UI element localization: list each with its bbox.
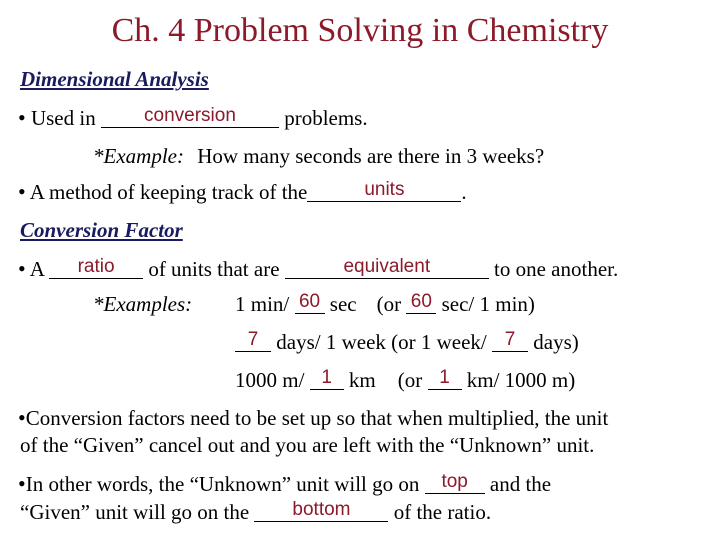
text-conversion-factors: Conversion factors need to be set up so that when multiplied, the unit xyxy=(25,406,609,430)
fill-7b: 7 xyxy=(504,329,516,350)
example-min-sec xyxy=(235,291,535,316)
text-or: (or xyxy=(376,292,407,316)
example-m-km xyxy=(235,367,576,392)
fill-equivalent: equivalent xyxy=(343,256,431,277)
bullet-line-method xyxy=(18,181,467,203)
text-period: . xyxy=(461,180,467,204)
example-line xyxy=(93,146,544,167)
fill-7a: 7 xyxy=(247,329,259,350)
text-to-one-another: to one another. xyxy=(488,257,619,281)
text-used-in: Used in xyxy=(30,106,101,130)
fill-bottom: bottom xyxy=(292,499,351,520)
text-1000m: 1000 m/ xyxy=(235,368,310,392)
text-km: km xyxy=(343,368,376,392)
text-a: A xyxy=(29,257,50,281)
blank-bottom xyxy=(254,499,388,523)
fill-conversion: conversion xyxy=(144,105,236,126)
example-question: How many seconds are there in 3 weeks? xyxy=(197,144,545,168)
blank-60a xyxy=(295,291,325,315)
bullet-line-used-in xyxy=(18,107,368,129)
fill-1b: 1 xyxy=(439,367,450,388)
blank-1b xyxy=(428,367,462,391)
blank-ratio xyxy=(49,256,143,280)
examples-label: *Examples: xyxy=(93,292,193,316)
blank-equivalent xyxy=(285,256,489,280)
bullet-line-ratio xyxy=(18,258,618,280)
example-label: *Example: xyxy=(93,144,184,168)
bullet-line-conversion-factors xyxy=(18,407,608,429)
blank-7b xyxy=(492,329,528,353)
bullet-icon: • xyxy=(18,105,26,130)
fill-units: units xyxy=(364,179,405,200)
text-problems: problems. xyxy=(278,106,368,130)
text-sec: sec xyxy=(324,292,357,316)
text-of-the-ratio: of the ratio. xyxy=(388,500,492,524)
slide-title: Ch. 4 Problem Solving in Chemistry xyxy=(111,12,609,49)
text-km-1000m: km/ 1000 m) xyxy=(461,368,576,392)
text-sec-1min: sec/ 1 min) xyxy=(436,292,535,316)
text-method: A method of keeping track of the xyxy=(29,180,308,204)
bullet-icon: • xyxy=(18,256,26,281)
blank-units xyxy=(307,179,461,203)
text-days-close: days) xyxy=(528,330,579,354)
fill-60a: 60 xyxy=(298,291,321,312)
blank-7a xyxy=(235,329,271,353)
bullet-line-in-other-words xyxy=(18,473,551,495)
blank-1a xyxy=(310,367,344,391)
text-1min: 1 min/ xyxy=(235,292,295,316)
fill-1a: 1 xyxy=(321,367,332,388)
bullet-icon: • xyxy=(18,405,26,430)
fill-60b: 60 xyxy=(410,291,432,312)
example-days-week xyxy=(235,329,579,354)
fill-top: top xyxy=(441,471,468,492)
text-given-unit-line xyxy=(20,499,492,524)
text-of-units: of units that are xyxy=(143,257,285,281)
bullet-icon: • xyxy=(18,471,26,496)
text-given-unit: “Given” unit will go on the xyxy=(20,500,255,524)
blank-top xyxy=(425,471,485,495)
bullet-icon: • xyxy=(18,179,26,204)
blank-conversion xyxy=(101,105,279,129)
text-in-other-words: In other words, the “Unknown” unit will go on xyxy=(25,472,425,496)
fill-ratio: ratio xyxy=(77,256,115,277)
text-or: (or xyxy=(397,368,428,392)
heading-dimensional-analysis: Dimensional Analysis xyxy=(20,67,209,91)
text-given-cancel: of the “Given” cancel out and you are left with the “Unknown” unit. xyxy=(20,433,595,457)
heading-conversion-factor: Conversion Factor xyxy=(20,218,183,242)
blank-60b xyxy=(406,291,436,315)
text-and-the: and the xyxy=(484,472,552,496)
text-days-week: days/ 1 week (or 1 week/ xyxy=(271,330,493,354)
